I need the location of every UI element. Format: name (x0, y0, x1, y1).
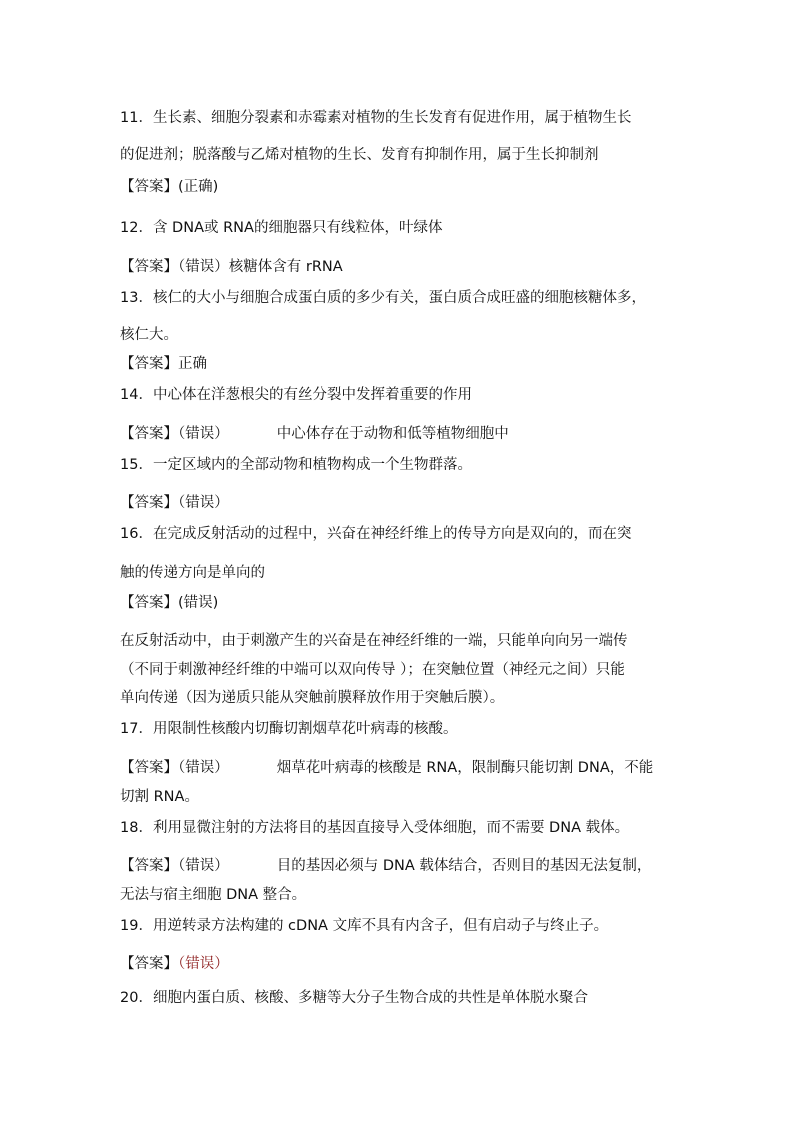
answer-label: 【答案】 (120, 760, 178, 776)
question-11-line-2: 的促进剂；脱落酸与乙烯对植物的生长、发育有抑制作用，属于生长抑制剂 (120, 147, 599, 163)
question-13-line-2: 核仁大。 (120, 327, 178, 343)
answer-verdict: （错误）核糖体含有 rRNA (178, 259, 343, 275)
answer-label: 【答案】 (120, 595, 178, 611)
answer-label: 【答案】 (120, 179, 178, 195)
question-14-line-1: 14．中心体在洋葱根尖的有丝分裂中发挥着重要的作用 (120, 387, 472, 403)
answer-verdict: （错误） (178, 426, 229, 442)
answer-18-continued: 无法与宿主细胞 DNA 整合。 (120, 887, 307, 903)
question-13-line-1: 13．核仁的大小与细胞合成蛋白质的多少有关，蛋白质合成旺盛的细胞核糖体多， (120, 290, 646, 306)
answer-17 (120, 758, 653, 778)
answer-17-continued: 切割 RNA。 (120, 789, 199, 805)
question-20-line-1: 20．细胞内蛋白质、核酸、多糖等大分子生物合成的共性是单体脱水聚合 (120, 990, 588, 1006)
answer-verdict: （错误） (178, 858, 229, 874)
question-19-line-1: 19．用逆转录方法构建的 cDNA 文库不具有内含子，但有启动子与终止子。 (120, 918, 609, 934)
answer-label: 【答案】 (120, 356, 178, 372)
answer-18 (120, 856, 651, 876)
answer-16 (120, 593, 218, 613)
answer-verdict: （错误） (178, 495, 229, 511)
explanation-16-line-3: 单向传递（因为递质只能从突触前膜释放作用于突触后膜）。 (120, 690, 505, 706)
answer-verdict: 正确 (178, 356, 207, 372)
question-17-line-1: 17．用限制性核酸内切酶切割烟草花叶病毒的核酸。 (120, 721, 458, 737)
answer-14 (120, 424, 509, 444)
question-15-line-1: 15．一定区域内的全部动物和植物构成一个生物群落。 (120, 457, 472, 473)
answer-label: 【答案】 (120, 426, 178, 442)
question-16-line-1: 16．在完成反射活动的过程中，兴奋在神经纤维上的传导方向是双向的，而在突 (120, 526, 632, 542)
question-18-line-1: 18．利用显微注射的方法将目的基因直接导入受体细胞，而不需要 DNA 载体。 (120, 820, 630, 836)
answer-label: 【答案】 (120, 956, 178, 972)
question-12-line-1: 12．含 DNA或 RNA的细胞器只有线粒体，叶绿体 (120, 220, 443, 236)
answer-note: 烟草花叶病毒的核酸是 RNA，限制酶只能切割 DNA，不能 (276, 760, 654, 776)
answer-19 (120, 954, 229, 974)
answer-label: 【答案】 (120, 495, 178, 511)
question-11-line-1: 11．生长素、细胞分裂素和赤霉素对植物的生长发育有促进作用，属于植物生长 (120, 110, 632, 126)
answer-12 (120, 257, 343, 277)
answer-verdict: （错误） (178, 956, 229, 972)
answer-note: 中心体存在于动物和低等植物细胞中 (276, 426, 509, 442)
answer-label: 【答案】 (120, 858, 178, 874)
answer-15 (120, 493, 229, 513)
answer-13 (120, 354, 207, 374)
answer-11 (120, 177, 218, 197)
answer-verdict: (错误) (178, 595, 219, 611)
answer-label: 【答案】 (120, 259, 178, 275)
answer-verdict: (正确) (178, 179, 219, 195)
question-16-line-2: 触的传递方向是单向的 (120, 565, 265, 581)
answer-note: 目的基因必须与 DNA 载体结合，否则目的基因无法复制， (276, 858, 652, 874)
explanation-16-line-1: 在反射活动中，由于刺激产生的兴奋是在神经纤维的一端，只能单向向另一端传 (120, 633, 628, 649)
explanation-16-line-2: （不同于刺激神经纤维的中端可以双向传导 ）；在突触位置（神经元之间）只能 (120, 662, 625, 678)
answer-verdict: （错误） (178, 760, 229, 776)
